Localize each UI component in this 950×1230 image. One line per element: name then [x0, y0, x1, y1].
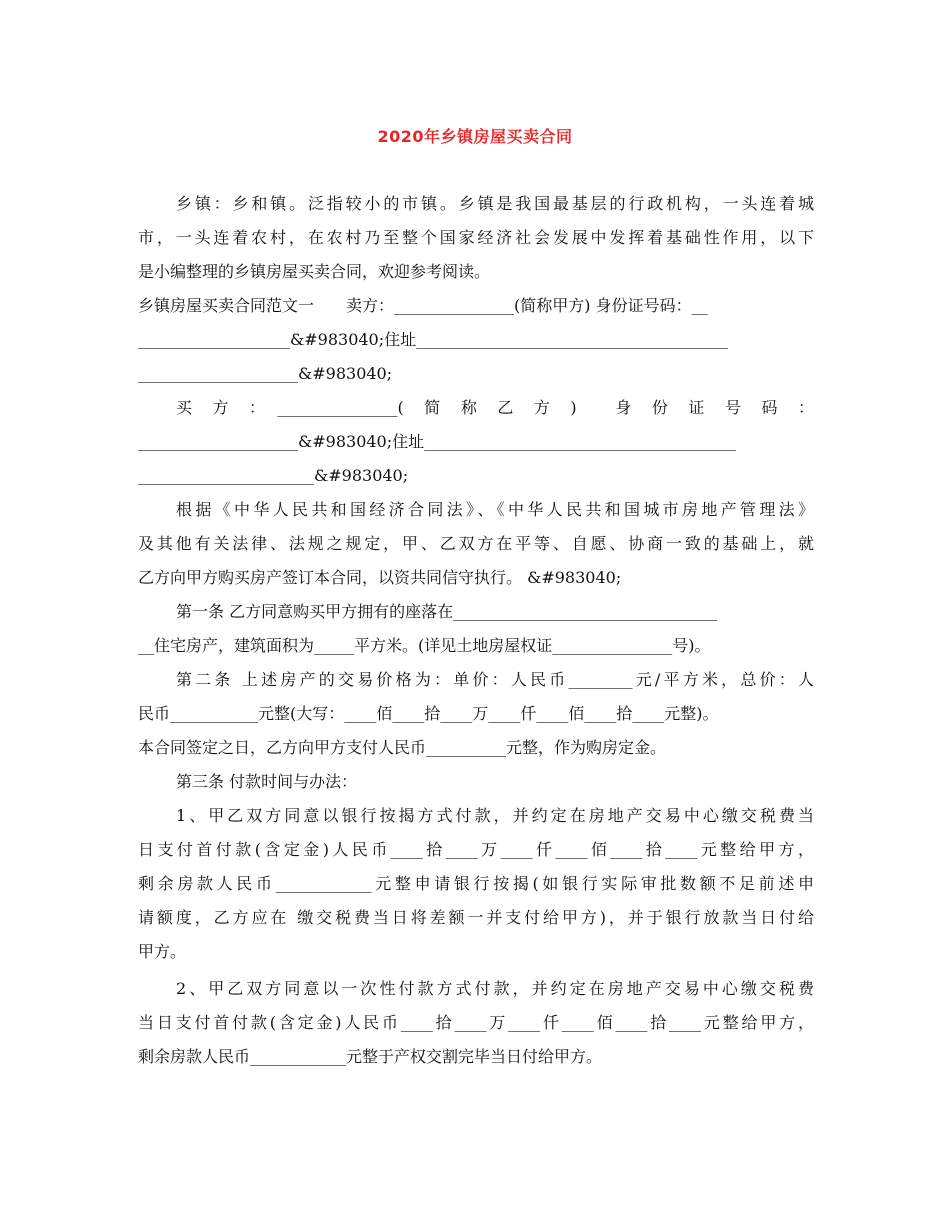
text-line: 剩余房款人民币____________元整于产权交割完毕当日付给甲方。	[138, 1047, 603, 1066]
text-line: 日支付首付款(含定金)人民币____拾____万____仟____佰____拾____元整给甲方，	[138, 840, 814, 859]
text-line: 根据《中华人民共和国经济合同法》、《中华人民共和国城市房地产管理法》	[176, 500, 814, 519]
text-line: __住宅房产，建筑面积为_____平方米。(详见土地房屋权证_______________号)。	[138, 636, 711, 655]
text-line: 请额度，乙方应在 缴交税费当日将差额一并支付给甲方)，并于银行放款当日付给	[138, 908, 814, 927]
text-line: 乡镇：乡和镇。泛指较小的市镇。乡镇是我国最基层的行政机构，一头连着城	[176, 194, 814, 213]
text-line: 第三条 付款时间与办法：	[176, 772, 358, 791]
text-line: ____________________&#983040;	[138, 364, 393, 383]
text-line: 民币___________元整(大写：____佰____拾____万____仟____佰____拾____元整)。	[138, 704, 719, 723]
text-line: ___________________&#983040;住址_______________________________________	[138, 330, 729, 349]
text-line: ______________________&#983040;	[138, 466, 409, 485]
text-line: 及其他有关法律、法规之规定，甲、乙双方在平等、自愿、协商一致的基础上，就	[138, 534, 814, 553]
text-line: 买 方 ： _______________( 简 称 乙 方 ) 身 份 证 号 码 ：	[176, 398, 814, 417]
text-line: 当日支付首付款(含定金)人民币____拾____万____仟____佰____拾____元整给甲方，	[138, 1013, 814, 1032]
text-line: 第二条 上述房产的交易价格为：单价：人民币________元/平方米，总价：人	[176, 670, 814, 689]
text-line: 甲方。	[138, 942, 187, 961]
text-line: ____________________&#983040;住址_______________________________________	[138, 432, 737, 451]
document-body	[138, 187, 814, 1074]
text-line: 是小编整理的乡镇房屋买卖合同，欢迎参考阅读。	[138, 262, 491, 281]
document-title: 2020年乡镇房屋买卖合同	[377, 127, 573, 146]
text-line: 1、甲乙双方同意以银行按揭方式付款，并约定在房地产交易中心缴交税费当	[176, 806, 814, 825]
text-line: 2、甲乙双方同意以一次性付款方式付款，并约定在房地产交易中心缴交税费	[176, 979, 814, 998]
text-line: 剩余房款人民币____________元整申请银行按揭(如银行实际审批数额不足前述申	[138, 874, 814, 893]
text-line: 乙方向甲方购买房产签订本合同，以资共同信守执行。 &#983040;	[138, 568, 622, 587]
text-line: 第一条 乙方同意购买甲方拥有的座落在_________________________________	[176, 602, 718, 621]
text-line: 乡镇房屋买卖合同范文一 卖方：_______________(简称甲方) 身份证号码：__	[138, 296, 708, 315]
text-line: 本合同签定之日，乙方向甲方支付人民币__________元整，作为购房定金。	[138, 738, 667, 757]
text-line: 市，一头连着农村，在农村乃至整个国家经济社会发展中发挥着基础性作用，以下	[138, 228, 814, 247]
